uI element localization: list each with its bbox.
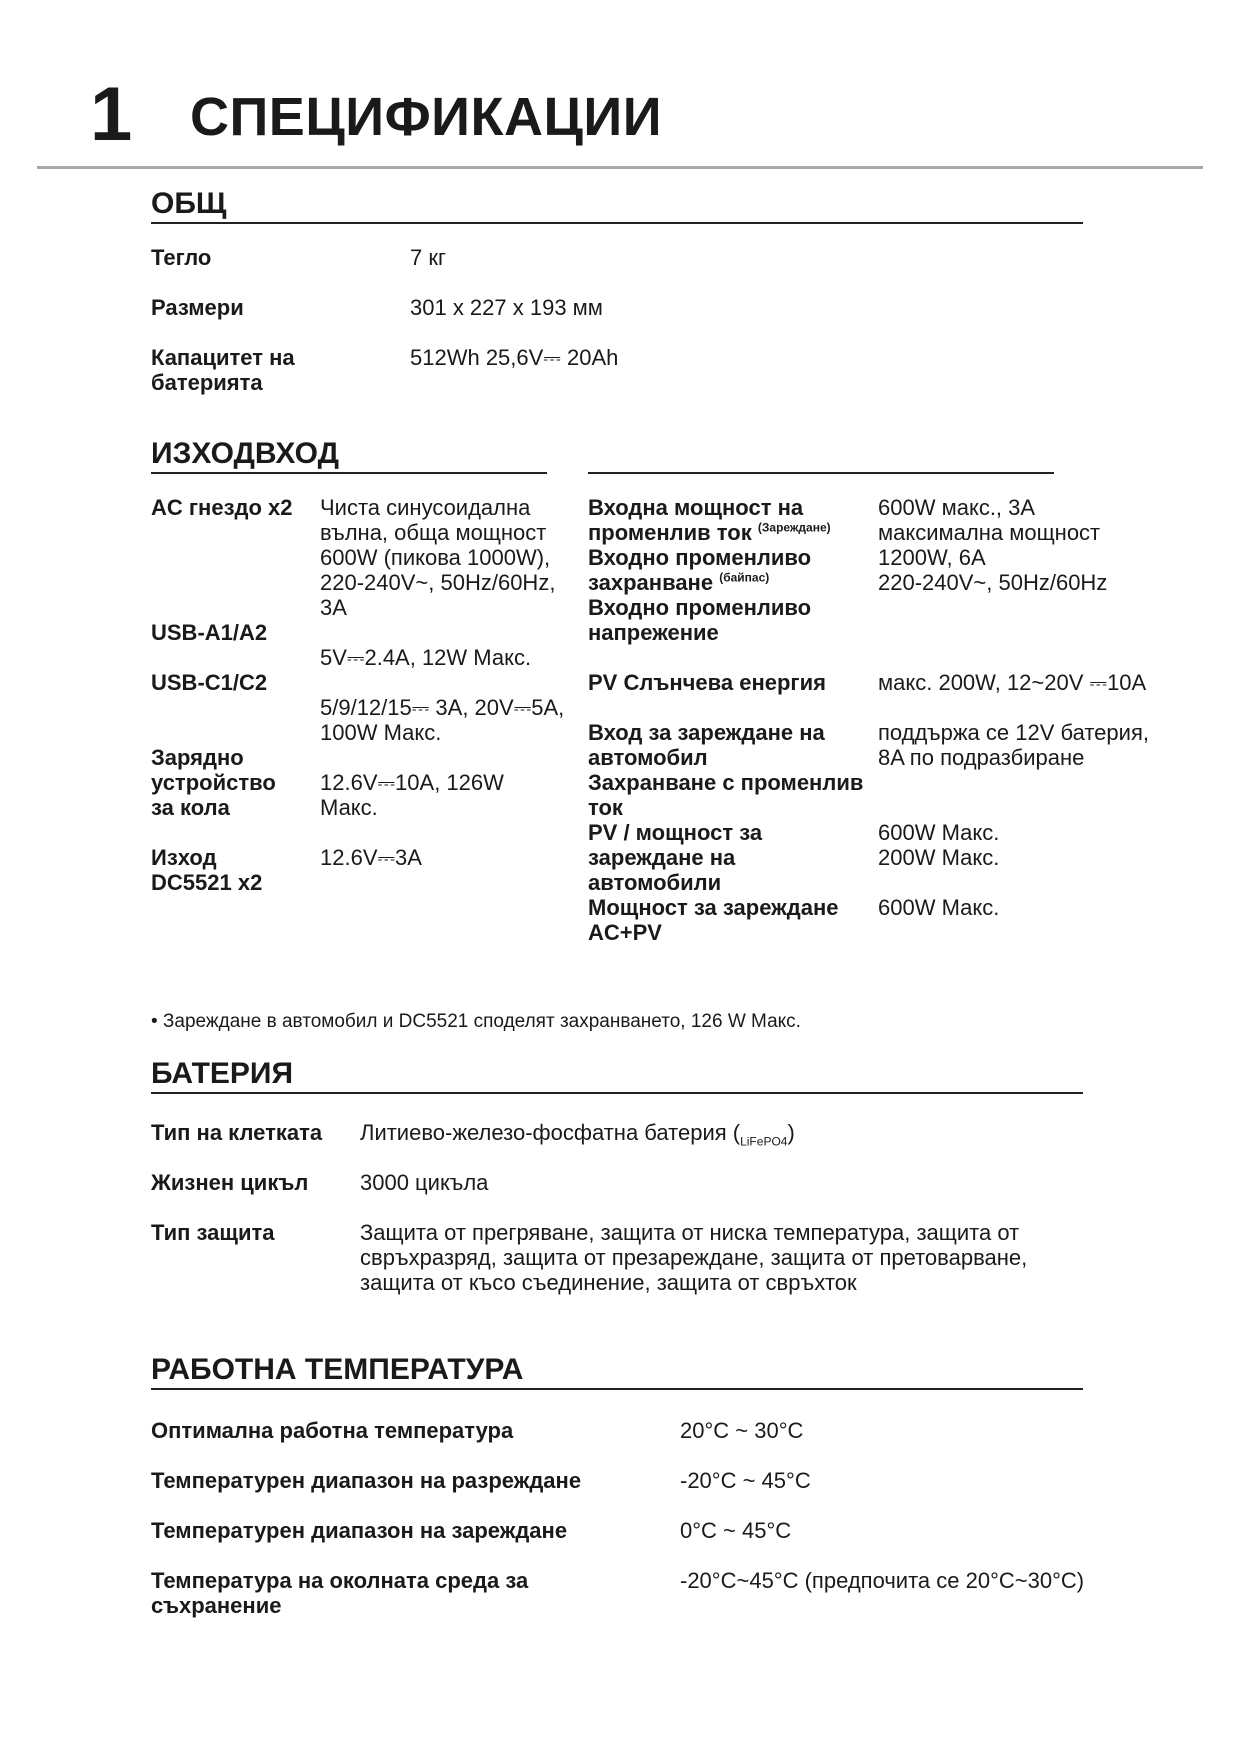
section-rule [151,222,1083,224]
battery-label: Тип защита [151,1220,275,1245]
section-rule [151,1388,1083,1390]
output-value: 5V⎓2.4A, 12W Макс. [320,645,532,670]
input-label: Мощност за зареждане AC+PV [588,895,839,945]
section-heading-general: ОБЩ [151,187,227,220]
section-rule [151,1092,1083,1094]
output-value: 5/9/12/15⎓ 3A, 20V⎓5A, 100W Макс. [320,695,565,745]
input-label: Входно променливо захранване $^{(байпас)}$ [588,545,812,595]
input-label: PV / мощност за зареждане на автомобили [588,820,763,895]
section-heading-battery: БАТЕРИЯ [151,1057,294,1090]
battery-value: 3000 цикъла [360,1170,489,1195]
output-label: USB-C1/C2 [151,670,268,695]
input-label: Вход за зареждане на автомобил [588,720,825,770]
spec-value: 301 x 227 x 193 мм [410,295,603,320]
input-label: Входна мощност на променлив ток $^{(Зареждане)}$ [588,495,831,545]
chapter-divider [37,166,1203,169]
input-value: 600W Макс. [878,895,1000,920]
output-value: Чиста синусоидална вълна, обща мощност 600W (пикова 1000W), 220-240V~, 50Hz/60Hz, 3A [320,495,556,620]
battery-label: Жизнен цикъл [151,1170,309,1195]
input-value: макс. 200W, 12~20V ⎓10A [878,670,1147,695]
spec-value: 7 кг [410,245,446,270]
output-label: Зарядно устройство за кола [151,745,276,820]
temperature-label: Температурен диапазон на зареждане [151,1518,568,1543]
spec-value: 512Wh 25,6V⎓ 20Ah [410,345,619,370]
input-value: поддържа се 12V батерия, 8A по подразбиране [878,720,1149,770]
temperature-label: Температура на околната среда за съхранение [151,1568,529,1618]
input-value: 1200W, 6A [878,545,986,570]
spec-label: Капацитет на батерията [151,345,295,395]
output-label: USB-A1/A2 [151,620,268,645]
temperature-label: Температурен диапазон на разреждане [151,1468,582,1493]
io-footnote: • Зареждане в автомобил и DC5521 споделят захранването, 126 W Макс. [151,1011,801,1032]
input-value: 200W Макс. [878,845,1000,870]
section-rule [151,472,547,474]
output-value: 12.6V⎓10A, 126W Макс. [320,770,504,820]
section-rule [588,472,1054,474]
temperature-value: 20°C ~ 30°C [680,1418,804,1443]
temperature-value: 0°C ~ 45°C [680,1518,792,1543]
input-value: 600W макс., 3A [878,495,1036,520]
chapter-title: СПЕЦИФИКАЦИИ [190,87,663,147]
input-label: Входно променливо напрежение [588,595,812,645]
temperature-value: -20°C~45°C (предпочита се 20°C~30°C) [680,1568,1085,1593]
section-heading-temperature: РАБОТНА ТЕМПЕРАТУРА [151,1353,524,1386]
spec-label: Тегло [151,245,212,270]
spec-label: Размери [151,295,244,320]
chapter-number: 1 [90,72,133,157]
battery-value: Защита от прегряване, защита от ниска температура, защита от свръхразряд, защита от презареждане, защита от претоварване, защита от късо съединение, защита от свръхток [360,1220,1028,1295]
input-value: 220-240V~, 50Hz/60Hz [878,570,1108,595]
temperature-value: -20°C ~ 45°C [680,1468,811,1493]
input-value: максимална мощност [878,520,1101,545]
output-label: AC гнездо x2 [151,495,293,520]
output-label: Изход DC5521 x2 [151,845,263,895]
input-label: Захранване с променлив ток [588,770,864,820]
battery-label: Тип на клетката [151,1120,323,1145]
output-value: 12.6V⎓3A [320,845,422,870]
battery-value: Литиево-железо-фосфатна батерия $(_{LiFePO4})$ [360,1120,795,1149]
temperature-label: Оптимална работна температура [151,1418,514,1443]
input-value: 600W Макс. [878,820,1000,845]
input-label: PV Слънчева енергия [588,670,826,695]
section-heading-io: ИЗХОДВХОД [151,437,339,470]
